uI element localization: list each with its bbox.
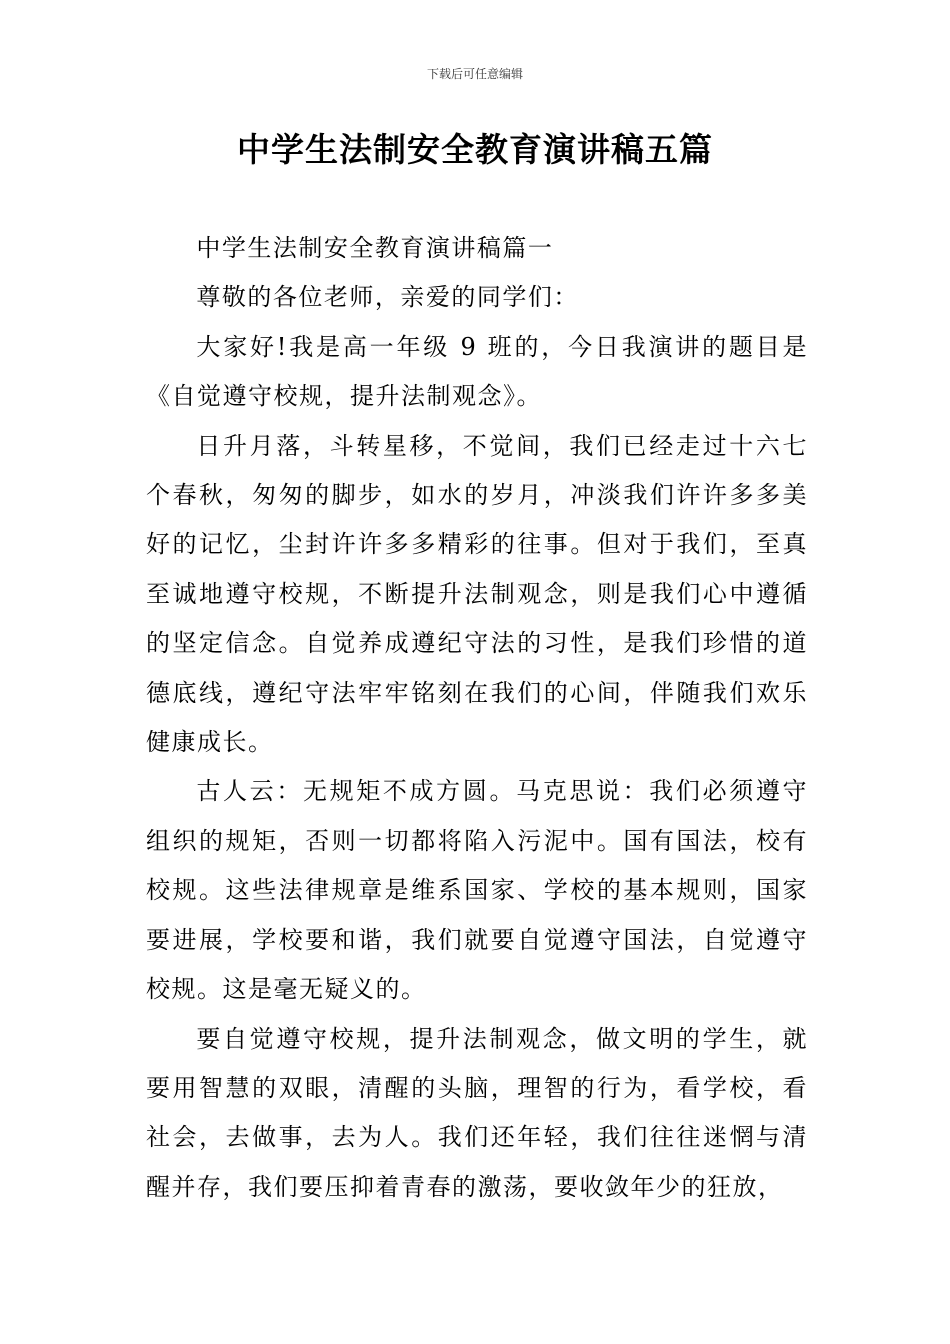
body-paragraph: 日升月落，斗转星移，不觉间，我们已经走过十六七个春秋，匆匆的脚步，如水的岁月，冲淡我们许许多多美好的记忆，尘封许许多多精彩的往事。但对于我们，至真至诚地遵守校规，不断提升法制观念，则是我们心中遵循的坚定信念。自觉养成遵纪守法的习性，是我们珍惜的道德底线，遵纪守法牢牢铭刻在我们的心间，伴随我们欢乐健康成长。: [146, 431, 808, 757]
salutation-paragraph: 尊敬的各位老师，亲爱的同学们：: [196, 283, 579, 312]
body-paragraph: 要自觉遵守校规，提升法制观念，做文明的学生，就要用智慧的双眼，清醒的头脑，理智的行为，看学校，看社会，去做事，去为人。我们还年轻，我们往往迷惘与清醒并存，我们要压抑着青春的激荡，要收敛年少的狂放，: [146, 1024, 808, 1201]
header-note: 下载后可任意编辑: [426, 67, 523, 81]
body-paragraph: 古人云：无规矩不成方圆。马克思说：我们必须遵守组织的规矩，否则一切都将陷入污泥中。国有国法，校有校规。这些法律规章是维系国家、学校的基本规则，国家要进展，学校要和谐，我们就要自觉遵守国法，自觉遵守校规。这是毫无疑义的。: [146, 777, 808, 1004]
document-body: [146, 224, 808, 1212]
document-title: 中学生法制安全教育演讲稿五篇: [237, 130, 713, 169]
body-paragraph: 大家好!我是高一年级 9 班的，今日我演讲的题目是《自觉遵守校规，提升法制观念》。: [146, 332, 808, 411]
section-heading: 中学生法制安全教育演讲稿篇一: [196, 234, 554, 262]
